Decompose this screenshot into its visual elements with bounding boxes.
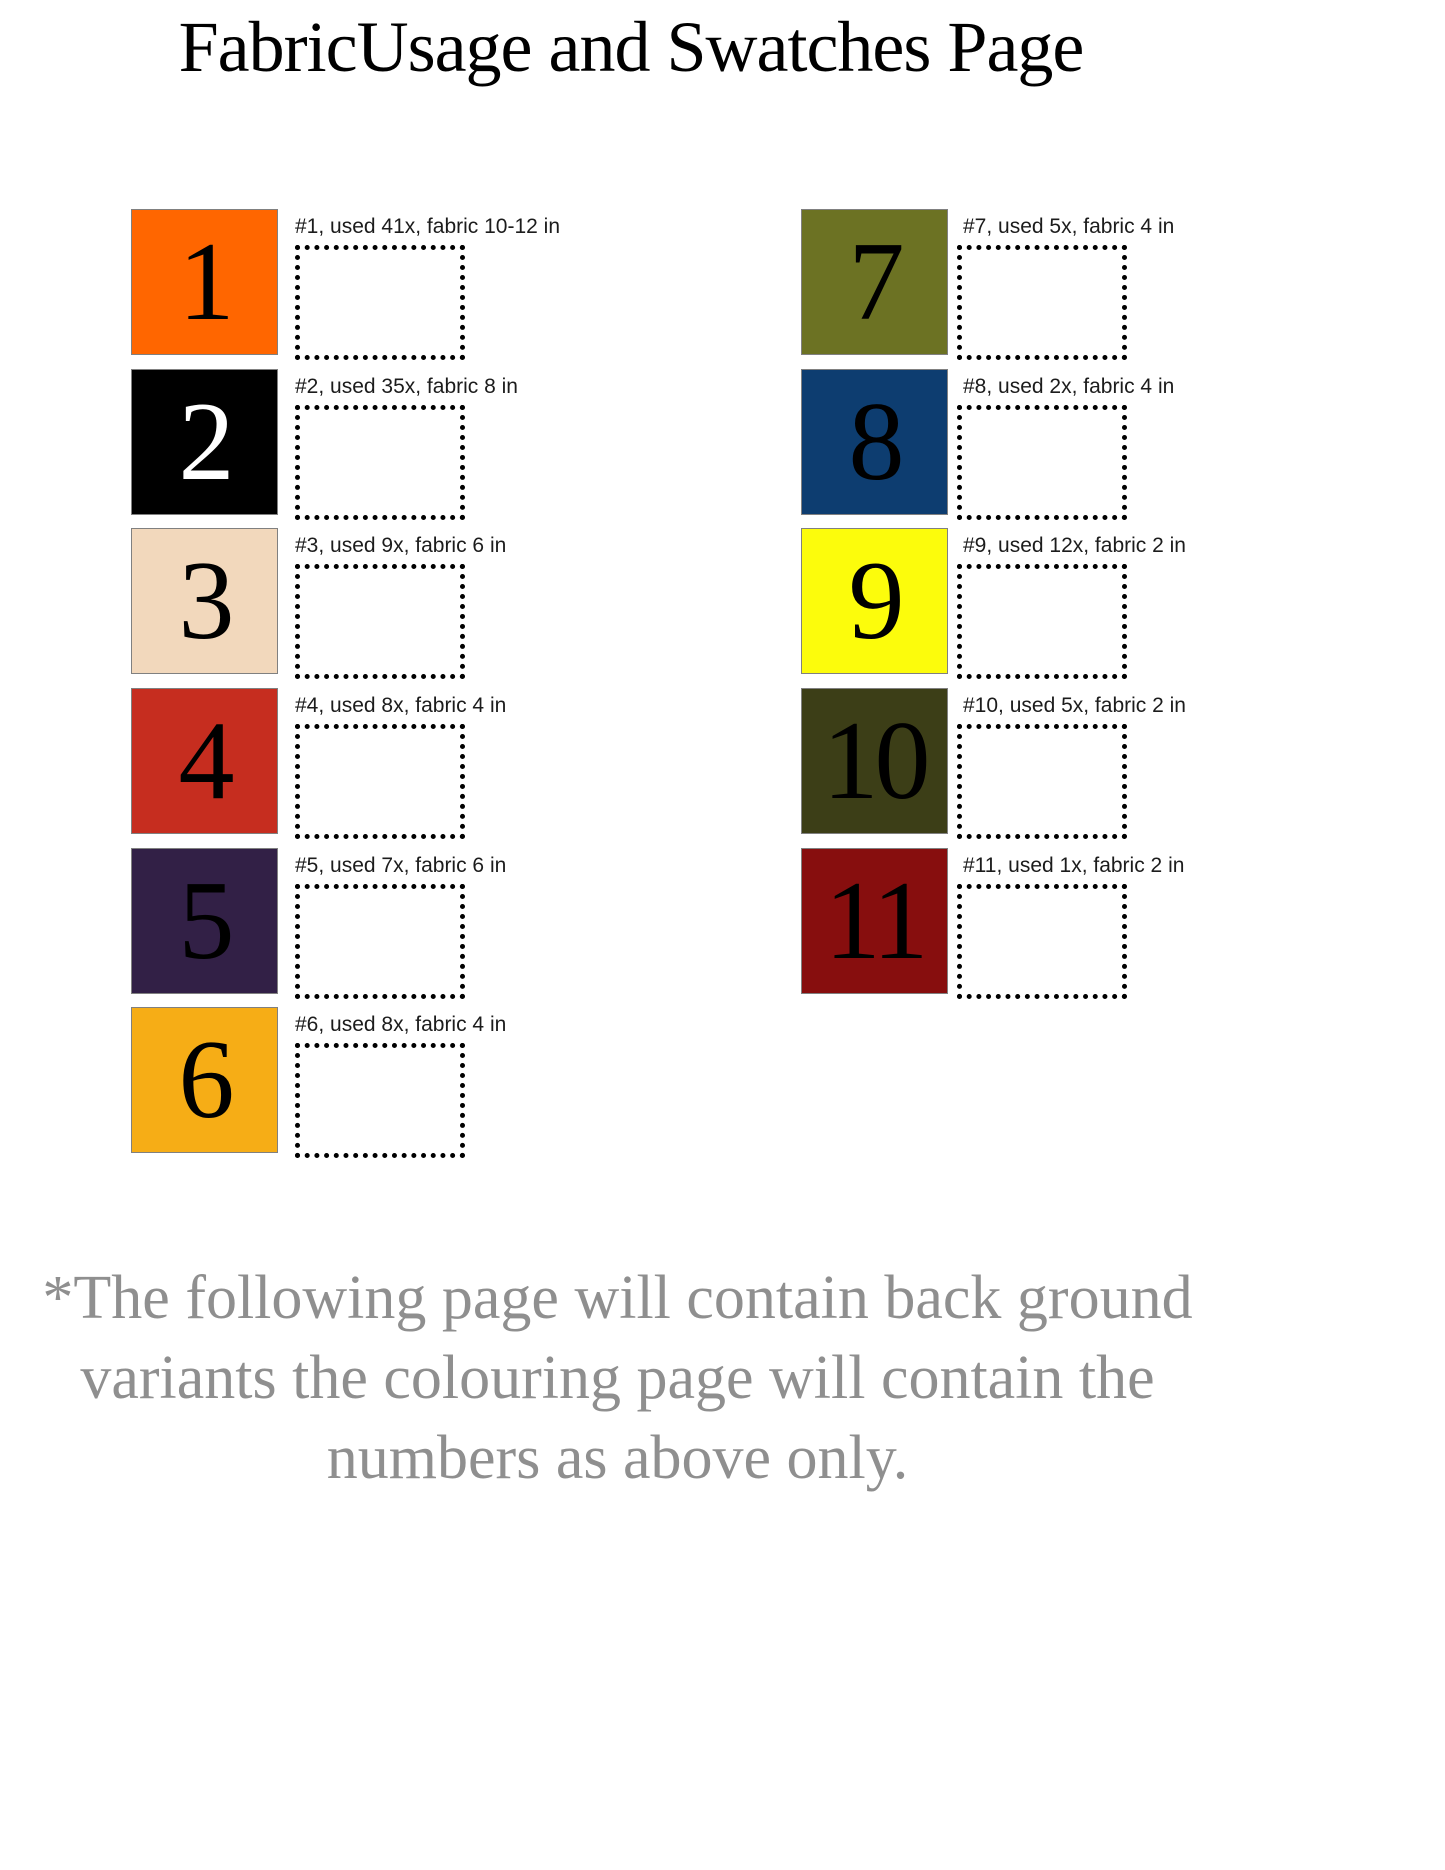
fabric-color-swatch [801,688,948,834]
swatch-number: 1 [178,220,231,344]
swatch-number: 2 [178,380,231,504]
footnote-line: variants the colouring page will contain the [80,1344,1155,1412]
fabric-sample-box [957,724,1127,839]
fabric-sample-box [957,564,1127,679]
fabric-sample-box [295,724,465,839]
swatch-number: 3 [178,539,231,663]
swatch-number: 6 [178,1018,231,1142]
footnote-text [0,1258,1235,1498]
page-title: FabricUsage and Swatches Page [178,7,1084,87]
swatch-number: 7 [848,220,901,344]
fabric-sample-box [957,405,1127,520]
swatch-number: 4 [178,699,231,823]
swatch-usage-label: #9, used 12x, fabric 2 in [963,534,1186,557]
fabric-color-swatch [131,848,278,994]
fabric-color-swatch [801,209,948,355]
swatch-number: 9 [848,539,901,663]
swatch-number: 10 [822,699,927,823]
fabric-sample-box [295,564,465,679]
swatch-usage-label: #7, used 5x, fabric 4 in [963,215,1175,238]
swatch-usage-label: #8, used 2x, fabric 4 in [963,375,1175,398]
fabric-color-swatch [131,209,278,355]
swatch-usage-label: #3, used 9x, fabric 6 in [295,534,507,557]
fabric-sample-box [295,245,465,360]
swatch-usage-label: #1, used 41x, fabric 10-12 in [295,215,561,238]
swatch-number: 5 [178,859,231,983]
swatch-usage-label: #6, used 8x, fabric 4 in [295,1013,507,1036]
swatch-usage-label: #2, used 35x, fabric 8 in [295,375,518,398]
swatch-number: 11 [824,859,925,983]
fabric-sample-box [295,1043,465,1158]
fabric-color-swatch [801,848,948,994]
fabric-color-swatch [801,369,948,515]
swatch-usage-label: #10, used 5x, fabric 2 in [963,694,1186,717]
swatch-usage-label: #4, used 8x, fabric 4 in [295,694,507,717]
fabric-sample-box [957,884,1127,999]
swatch-number: 8 [848,380,901,504]
fabric-sample-box [295,405,465,520]
fabric-color-swatch [131,369,278,515]
fabric-color-swatch [131,528,278,674]
fabric-color-swatch [131,688,278,834]
fabric-color-swatch [131,1007,278,1153]
fabric-color-swatch [801,528,948,674]
swatch-usage-label: #5, used 7x, fabric 6 in [295,854,507,877]
fabric-sample-box [957,245,1127,360]
fabric-sample-box [295,884,465,999]
swatch-usage-label: #11, used 1x, fabric 2 in [963,854,1185,877]
footnote-line: numbers as above only. [326,1424,909,1492]
footnote-line: *The following page will contain back ground [42,1264,1193,1332]
